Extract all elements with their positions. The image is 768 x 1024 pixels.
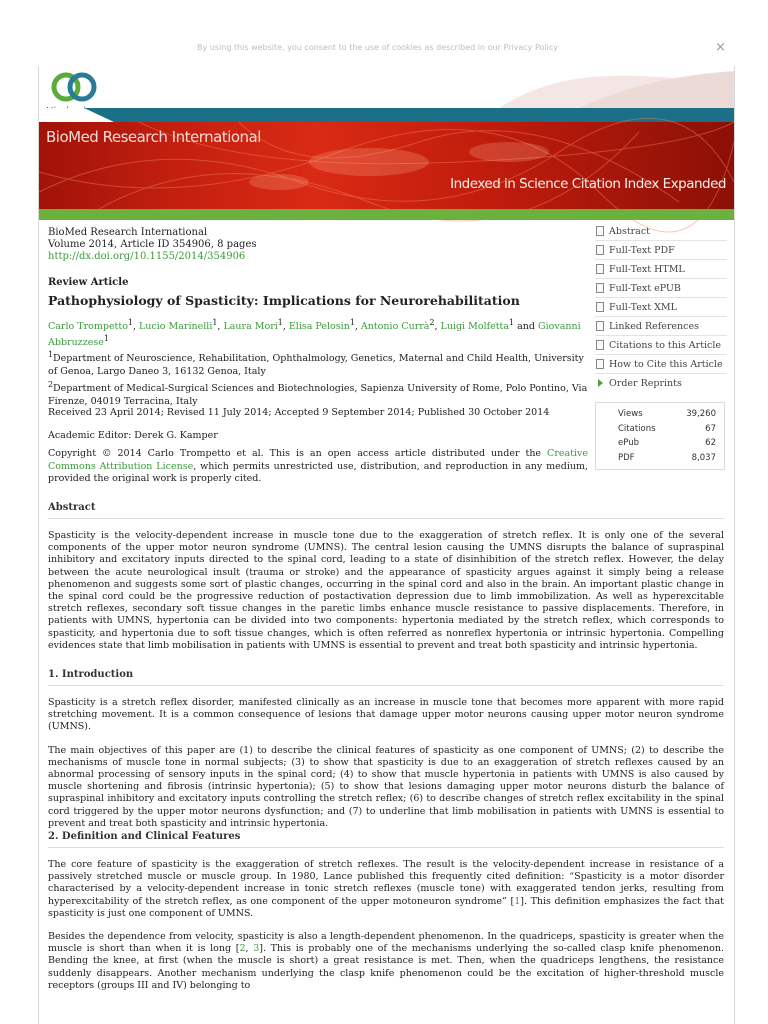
definition-section: [48, 831, 724, 992]
header-top: [39, 66, 734, 108]
stat-pdf: PDF 8,037: [618, 452, 716, 463]
author-link[interactable]: Carlo Trompetto: [48, 321, 128, 333]
stat-citations: Citations 67: [618, 423, 716, 434]
article-sidebar: [595, 222, 727, 392]
green-band: [39, 209, 734, 220]
sidebar-item-references[interactable]: Linked References: [595, 317, 727, 336]
ref-link[interactable]: 2: [239, 943, 246, 955]
article-page: [38, 66, 735, 1024]
article-title: Pathophysiology of Spasticity: Implications for Neurorehabilitation: [48, 293, 520, 308]
close-icon[interactable]: ×: [715, 40, 726, 55]
sidebar-item-html[interactable]: Full-Text HTML: [595, 260, 727, 279]
abstract-text: Spasticity is the velocity-dependent increase in muscle tone due to the exaggeration of stretch reflex. It is only one of the several components of the upper motor neuron syndrome (UMNS). The central lesion causing the UMNS disrupts the balance of supraspinal inhibitory and excitatory inputs directed to the spinal cord, leading to a state of disinhibition of the stretch reflex. However, the delay between the acute neurological insult (trauma or stroke) and the appearance of spasticity argues against it simply being a release phenomenon and suggests some sort of plastic changes, occurring in the spinal cord and also in the brain. An important plastic change in the spinal cord could be the progressive reduction of postactivation depression due to limb immobilization. As well as hyperexcitable stretch reflexes, secondary soft tissue changes in the paretic limbs enhance muscle resistance to passive displacements. Therefore, in patients with UMNS, hypertonia can be divided into two components: hypertonia mediated by the stretch reflex, which corresponds to spasticity, and hypertonia due to soft tissue changes, which is often referred as nonreflex hypertonia or intrinsic hypertonia. Compelling evidences state that limb mobilisation in patients with UMNS is essential to prevent and treat both spasticity and intrinsic hypertonia.: [48, 530, 724, 651]
sidebar-item-abstract[interactable]: Abstract: [595, 222, 727, 241]
author-sup: 1: [349, 318, 355, 327]
definition-heading: 2. Definition and Clinical Features: [48, 831, 724, 848]
sidebar-item-xml[interactable]: Full-Text XML: [595, 298, 727, 317]
author-sup: 1: [103, 334, 109, 344]
sidebar-item-how-to-cite[interactable]: How to Cite this Article: [595, 355, 727, 374]
pdf-icon: [596, 245, 604, 255]
stat-views: Views 39,260: [618, 409, 716, 419]
html-icon: [596, 264, 604, 274]
author-link[interactable]: Luigi Molfetta: [440, 321, 510, 333]
and-word: and: [517, 321, 535, 333]
sidebar-item-epub[interactable]: Full-Text ePUB: [595, 279, 727, 298]
license-link[interactable]: Creative Commons Attribution License: [48, 448, 588, 472]
journal-banner: [39, 122, 734, 209]
meta-journal: BioMed Research International: [48, 227, 208, 238]
author-link[interactable]: Lucio Marinelli: [139, 321, 213, 333]
document-icon: [596, 226, 604, 236]
stat-epub: ePub 62: [618, 438, 716, 448]
author-sup: 1: [127, 318, 133, 327]
sidebar-item-citations[interactable]: Citations to this Article: [595, 336, 727, 355]
abstract-heading: Abstract: [48, 502, 724, 519]
intro-paragraph-2: The main objectives of this paper are (1) to describe the clinical features of spasticity as one component of UMNS; (2) to describe the mechanisms of muscle tone in normal subjects; (3) to show that spasticity is due to an exaggeration of stretch reflexes caused by an abnormal processing of sensory inputs in the spinal cord; (4) to show that muscle hypertonia in patients with UMNS is also caused by muscle shortening and fibrosis (intrinsic hypertonia); (5) to show that lesions damaging upper motor neurons disturb the balance of supraspinal inhibitory and excitatory inputs controlling the stretch reflex; (6) to describe changes of stretch reflex excitability in the spinal cord triggered by the upper motor neurons dysfunction; and (7) to underline that limb mobilisation in patients with UMNS is essential to prevent and treat both spasticity and intrinsic hypertonia.: [48, 744, 724, 829]
affiliation-1: $^1$Department of Neuroscience, Rehabilitation, Ophthalmology, Genetics, Maternal and Child Health, University of Genoa, Largo Daneo 3, 16132 Genoa, Italy: [48, 350, 584, 378]
article-metrics: [595, 402, 725, 470]
header-decoration: [459, 66, 734, 108]
author-link[interactable]: Giovanni Abbruzzese: [48, 321, 581, 349]
author-sup: 1: [212, 318, 218, 327]
author-sup: 1: [277, 318, 283, 327]
cookie-notice: By using this website, you consent to the use of cookies as described in our Privacy Policy: [197, 43, 558, 52]
intro-heading: 1. Introduction: [48, 669, 724, 686]
intro-paragraph-1: Spasticity is a stretch reflex disorder, manifested clinically as an increase in muscle tone that becomes more apparent with more rapid stretching movement. It is a common consequence of lesions that damage upper motor neurons causing upper motor neuron syndrome (UMNS).: [48, 697, 724, 733]
index-label: Indexed in Science Citation Index Expanded: [450, 176, 726, 192]
arrow-right-icon: [598, 379, 603, 387]
epub-icon: [596, 283, 604, 293]
article-dates: Received 23 April 2014; Revised 11 July 2014; Accepted 9 September 2014; Published 30 October 2014: [48, 407, 550, 418]
xml-icon: [596, 302, 604, 312]
affiliations: [48, 348, 588, 408]
definition-paragraph-2: Besides the dependence from velocity, spasticity is also a length-dependent phenomenon. In the quadriceps, spasticity is greater when the muscle is short than when it is long [2, 3]. This is probably one of the mechanisms underlying the so-called clasp knife phenomenon. Bending the knee, at first (when the muscle is short) a great resistance is met. Then, when the quadriceps lengthens, the resistance suddenly disappears. Another mechanism underlying the clasp knife phenomenon could be the excitation of higher-threshold muscle receptors (groups III and IV) belonging to: [48, 931, 724, 991]
citations-icon: [596, 340, 604, 350]
cite-icon: [596, 359, 604, 369]
author-link[interactable]: Laura Mori: [223, 321, 278, 333]
journal-title: BioMed Research International: [46, 128, 261, 146]
ref-link[interactable]: 1: [514, 895, 521, 907]
meta-volume: Volume 2014, Article ID 354906, 8 pages: [48, 239, 257, 250]
affiliation-2: $^2$Department of Medical-Surgical Sciences and Biotechnologies, Sapienza University of Rome, Polo Pontino, Via Firenze, 04019 Terracina, Italy: [48, 380, 588, 408]
academic-editor: Academic Editor: Derek G. Kamper: [48, 430, 218, 441]
sidebar-item-pdf[interactable]: Full-Text PDF: [595, 241, 727, 260]
references-icon: [596, 321, 604, 331]
article-meta: [48, 227, 257, 263]
copyright-notice: Copyright © 2014 Carlo Trompetto et al. This is an open access article distributed under the Creative Commons Attribution License, which permits unrestricted use, distribution, and reproduction in any medium, provided the original work is properly cited.: [48, 448, 589, 484]
author-list: Carlo Trompetto$^1$, Lucio Marinelli$^1$, Laura Mori$^1$, Elisa Pelosin$^1$, Antonio Currà$^2$, Luigi Molfetta$^1$ and Giovanni Abbruzzese$^1$: [48, 318, 581, 349]
author-link[interactable]: Antonio Currà: [360, 321, 430, 333]
cookie-bar: [0, 0, 768, 60]
doi-link[interactable]: http://dx.doi.org/10.1155/2014/354906: [48, 251, 246, 262]
definition-paragraph-1: The core feature of spasticity is the exaggeration of stretch reflexes. The result is the velocity-dependent increase in resistance of a passively stretched muscle or muscle group. In 1980, Lance published this frequently cited definition: “Spasticity is a motor disorder characterised by a velocity-dependent increase in tonic stretch reflexes (muscle tone) with exaggerated tendon jerks, resulting from hyperexcitability of the stretch reflex, as one component of the upper motoneuron syndrome” [1]. This definition emphasizes the fact that spasticity is just one component of UMNS.: [48, 859, 724, 919]
sidebar-item-reprints[interactable]: Order Reprints: [595, 374, 727, 392]
abstract-section: [48, 502, 724, 652]
author-sup: 1: [509, 318, 515, 327]
hindawi-logo-icon[interactable]: [49, 70, 99, 104]
author-sup: 2: [429, 318, 435, 327]
author-link[interactable]: Elisa Pelosin: [288, 321, 350, 333]
introduction-section: [48, 669, 724, 830]
article-type: Review Article: [48, 277, 129, 288]
ref-link[interactable]: 3: [253, 943, 260, 955]
